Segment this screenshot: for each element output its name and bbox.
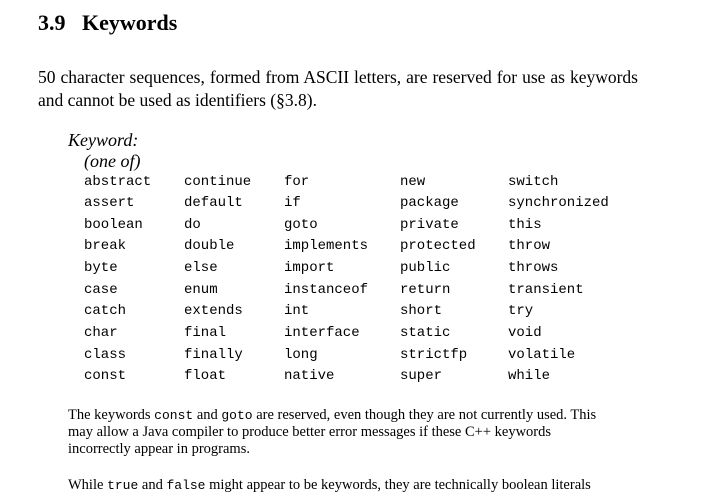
keyword-do: do bbox=[184, 217, 201, 233]
literals-note bbox=[68, 477, 613, 494]
keyword-const: const bbox=[84, 368, 127, 384]
keyword-extends: extends bbox=[184, 303, 243, 319]
note-text: While bbox=[68, 477, 108, 493]
keyword-enum: enum bbox=[184, 282, 218, 298]
keyword-throws: throws bbox=[508, 260, 559, 276]
keyword-boolean: boolean bbox=[84, 217, 143, 233]
keyword-public: public bbox=[400, 260, 451, 276]
keyword-instanceof: instanceof bbox=[284, 282, 369, 298]
keyword-short: short bbox=[400, 303, 443, 319]
keyword-final: final bbox=[184, 325, 227, 341]
keyword-import: import bbox=[284, 260, 335, 276]
keyword-case: case bbox=[84, 282, 118, 298]
const-goto-note bbox=[68, 407, 613, 458]
keyword-volatile: volatile bbox=[508, 347, 576, 363]
keyword-code: const bbox=[154, 408, 194, 423]
note-text: are reserved, even though they are not currently used. This may allow a Java compiler to produce better error messages if these C++ keywords incorrectly appear in programs. bbox=[68, 407, 597, 457]
keyword-while: while bbox=[508, 368, 551, 384]
note-text: and bbox=[138, 477, 167, 493]
keyword-void: void bbox=[508, 325, 542, 341]
keyword-assert: assert bbox=[84, 195, 135, 211]
section-number: 3.9 bbox=[38, 10, 66, 35]
note-text: The keywords bbox=[68, 407, 155, 423]
keyword-this: this bbox=[508, 217, 542, 233]
keyword-private: private bbox=[400, 217, 459, 233]
keyword-finally: finally bbox=[184, 347, 243, 363]
keyword-char: char bbox=[84, 325, 118, 341]
section-heading bbox=[38, 10, 177, 36]
keyword-native: native bbox=[284, 368, 335, 384]
keyword-goto: goto bbox=[284, 217, 318, 233]
keyword-implements: implements bbox=[284, 238, 369, 254]
keyword-protected: protected bbox=[400, 238, 476, 254]
keyword-transient: transient bbox=[508, 282, 584, 298]
keyword-class: class bbox=[84, 347, 127, 363]
note-text: might appear to be keywords, they are technically boolean literals bbox=[205, 477, 591, 493]
keyword-switch: switch bbox=[508, 174, 559, 190]
literal-code: true bbox=[107, 478, 139, 493]
note-text: and bbox=[193, 407, 222, 423]
keyword-throw: throw bbox=[508, 238, 551, 254]
keyword-super: super bbox=[400, 368, 443, 384]
section-title: Keywords bbox=[82, 10, 178, 35]
keyword-default: default bbox=[184, 195, 243, 211]
grammar-subtitle: (one of) bbox=[84, 151, 141, 171]
keyword-synchronized: synchronized bbox=[508, 195, 609, 211]
literal-code: false bbox=[166, 478, 206, 493]
keyword-float: float bbox=[184, 368, 227, 384]
keyword-interface: interface bbox=[284, 325, 360, 341]
keyword-new: new bbox=[400, 174, 426, 190]
keyword-static: static bbox=[400, 325, 451, 341]
keyword-long: long bbox=[284, 347, 318, 363]
keyword-try: try bbox=[508, 303, 534, 319]
keyword-catch: catch bbox=[84, 303, 127, 319]
intro-paragraph: 50 character sequences, formed from ASCII letters, are reserved for use as keywords and cannot be used as identifiers (§3.8). bbox=[38, 67, 638, 110]
keyword-else: else bbox=[184, 260, 218, 276]
keyword-byte: byte bbox=[84, 260, 118, 276]
grammar-title: Keyword: bbox=[68, 130, 139, 150]
keyword-return: return bbox=[400, 282, 451, 298]
keyword-continue: continue bbox=[184, 174, 252, 190]
keyword-code: goto bbox=[221, 408, 253, 423]
keyword-for: for bbox=[284, 174, 310, 190]
keyword-package: package bbox=[400, 195, 459, 211]
keyword-int: int bbox=[284, 303, 310, 319]
keyword-if: if bbox=[284, 195, 301, 211]
keyword-abstract: abstract bbox=[84, 174, 152, 190]
keyword-double: double bbox=[184, 238, 235, 254]
keyword-strictfp: strictfp bbox=[400, 347, 468, 363]
keyword-break: break bbox=[84, 238, 127, 254]
